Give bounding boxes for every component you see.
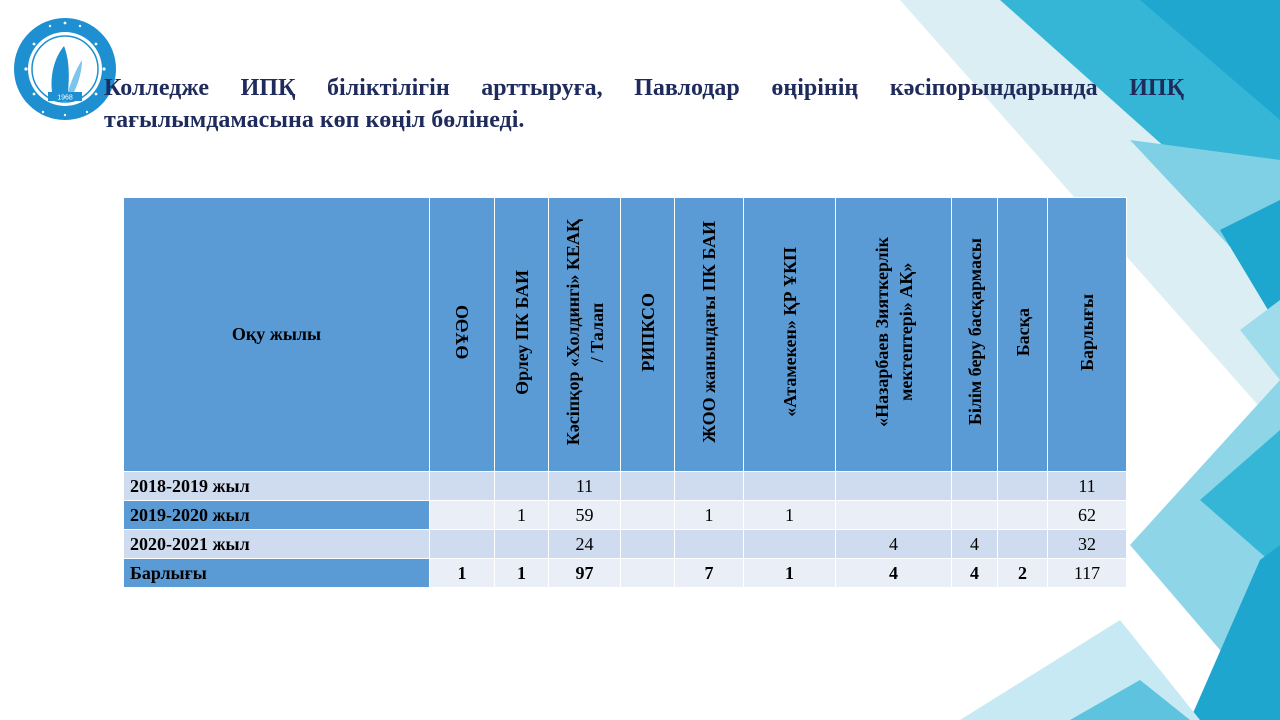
- table-cell: 4: [836, 530, 952, 559]
- table-cell: [621, 559, 675, 588]
- table-cell: 2: [998, 559, 1048, 588]
- table-cell: 24: [549, 530, 621, 559]
- table-cell: 1: [744, 501, 836, 530]
- table-cell: [621, 472, 675, 501]
- table-cell: [744, 472, 836, 501]
- header-label: «Назарбаев Зияткерлік: [871, 237, 892, 427]
- table-cell: [675, 530, 744, 559]
- table-cell: 1: [495, 501, 549, 530]
- header-column-kasipkor: [549, 198, 621, 472]
- table-cell: [998, 530, 1048, 559]
- table-row: [124, 501, 1127, 530]
- header-label: Барлығы: [1077, 293, 1097, 371]
- table-cell: [836, 501, 952, 530]
- table-cell: 4: [952, 530, 998, 559]
- table-row: [124, 472, 1127, 501]
- table-cell: [495, 530, 549, 559]
- table-cell: 11: [549, 472, 621, 501]
- header-column-barlygy: [1048, 198, 1127, 472]
- header-label: «Атамекен» ҚР ҰКП: [779, 247, 800, 417]
- table-cell: [952, 472, 998, 501]
- logo-year: 1968: [57, 94, 73, 102]
- table-cell: [675, 472, 744, 501]
- header-label: РИПКСО: [637, 292, 658, 372]
- row-label: 2019-2020 жыл: [124, 501, 430, 530]
- table-cell: [430, 501, 495, 530]
- table-cell: [430, 472, 495, 501]
- header-label: ӨҰӘО: [452, 304, 472, 360]
- table-cell: [836, 472, 952, 501]
- header-label-line2: мектептері» АҚ»: [895, 262, 916, 402]
- row-label: 2020-2021 жыл: [124, 530, 430, 559]
- header-column-ouao: [430, 198, 495, 472]
- table-row: [124, 530, 1127, 559]
- table-cell: 4: [836, 559, 952, 588]
- row-label: Барлығы: [124, 559, 430, 588]
- header-column-zhoo: [675, 198, 744, 472]
- college-logo-icon: [12, 16, 118, 122]
- table-cell: [952, 501, 998, 530]
- header-label-line2: / Талап: [586, 302, 607, 362]
- header-label: Басқа: [1012, 307, 1033, 357]
- table-cell: 32: [1048, 530, 1127, 559]
- header-column-orleu: [495, 198, 549, 472]
- header-column-baska: [998, 198, 1048, 472]
- training-statistics-table: [123, 197, 1127, 588]
- table-cell: [430, 530, 495, 559]
- header-label: ЖОО жанындағы ПК БАИ: [699, 221, 719, 443]
- table-cell: [744, 530, 836, 559]
- slide-title: Колледже ИПҚ біліктілігін арттыруға, Павлодар өңірінің кәсіпорындарында ИПҚ тағылымдамасына көп көңіл бөлінеді.: [104, 75, 1184, 133]
- row-label: 2018-2019 жыл: [124, 472, 430, 501]
- header-column-atameken: [744, 198, 836, 472]
- table-cell: 4: [952, 559, 998, 588]
- table-cell: 1: [430, 559, 495, 588]
- table-cell: [998, 501, 1048, 530]
- table-cell: [621, 530, 675, 559]
- table-total-row: [124, 559, 1127, 588]
- table-cell: 97: [549, 559, 621, 588]
- table-cell: [621, 501, 675, 530]
- header-label: Білім беру басқармасы: [964, 238, 985, 426]
- header-label: Өрлеу ПК БАИ: [511, 269, 532, 395]
- header-column-bilim-beru: [952, 198, 998, 472]
- table-cell: 1: [744, 559, 836, 588]
- table-header-row: [124, 198, 1127, 472]
- table-cell: 7: [675, 559, 744, 588]
- header-column-nazarbayev: [836, 198, 952, 472]
- table-cell: 1: [675, 501, 744, 530]
- header-label: Кәсіпқор «Холдингі» КЕАҚ: [562, 218, 583, 446]
- table-cell: 62: [1048, 501, 1127, 530]
- header-academic-year: Оқу жылы: [124, 198, 430, 472]
- table-cell: [998, 472, 1048, 501]
- table-cell: 1: [495, 559, 549, 588]
- table-cell: 59: [549, 501, 621, 530]
- header-column-ripkso: [621, 198, 675, 472]
- table-cell: [495, 472, 549, 501]
- table-cell: 11: [1048, 472, 1127, 501]
- table-cell: 117: [1048, 559, 1127, 588]
